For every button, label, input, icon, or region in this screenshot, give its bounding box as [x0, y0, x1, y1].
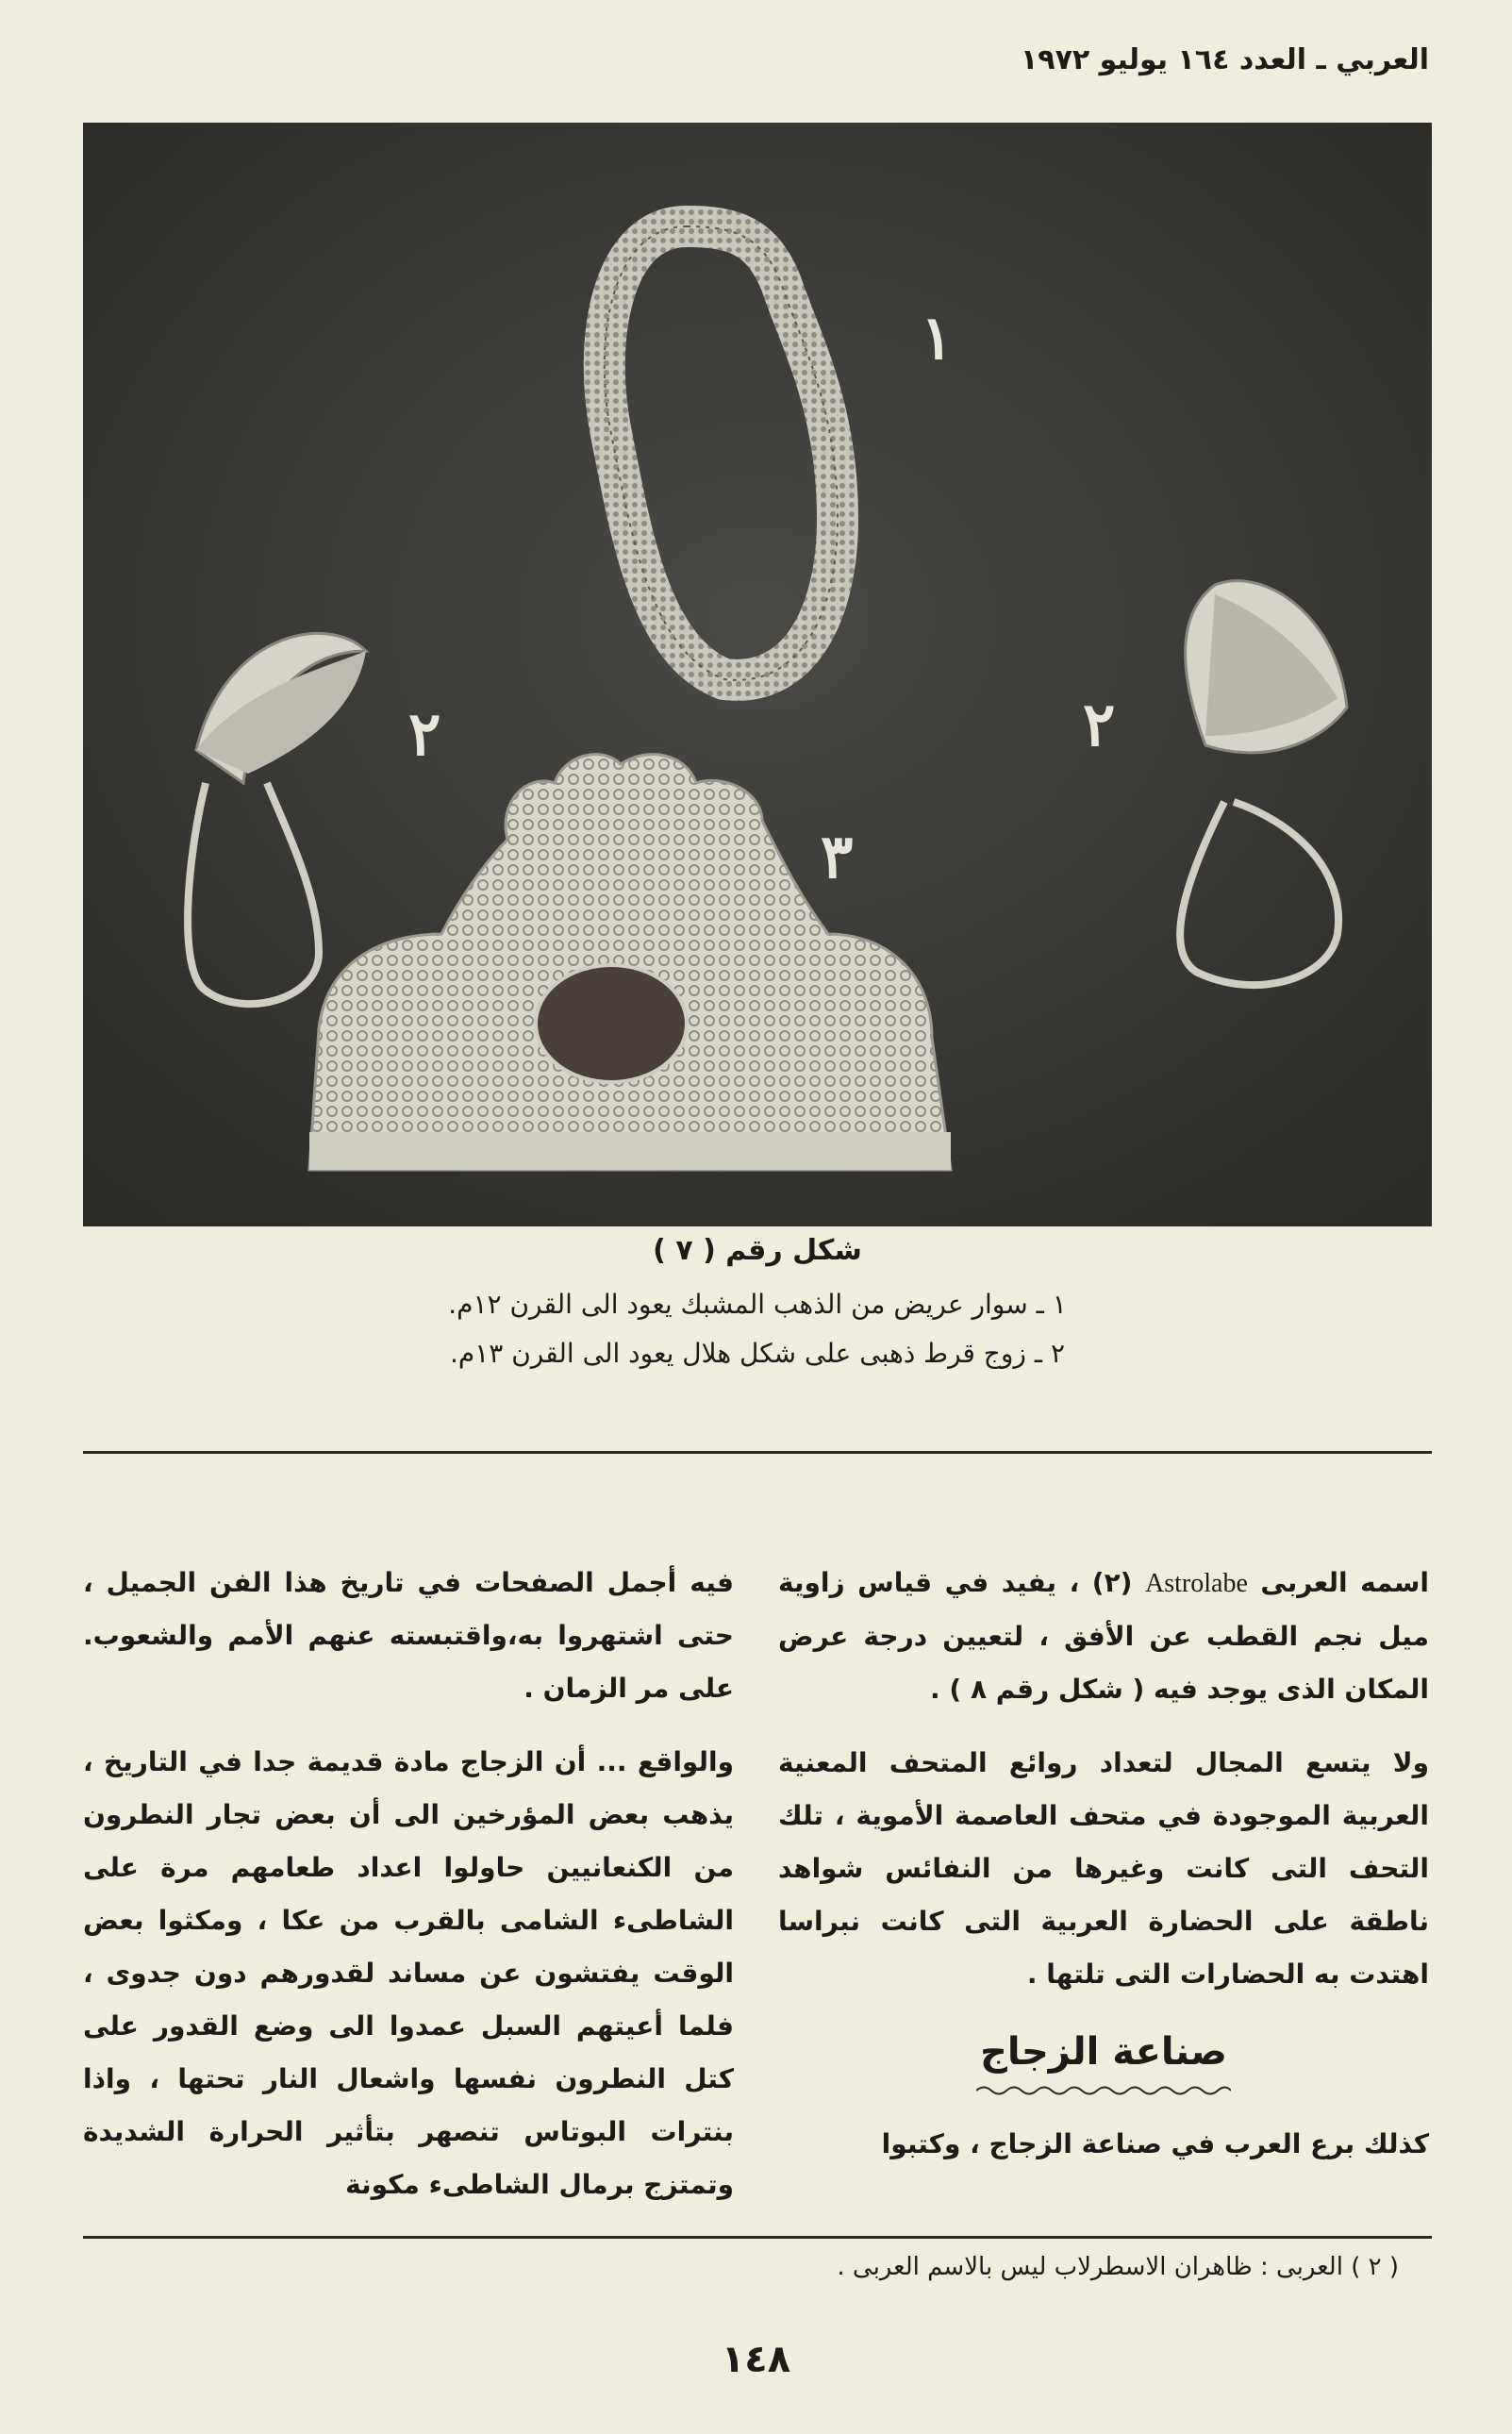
- jewelry-photograph: [83, 123, 1432, 1226]
- left-column: [83, 1557, 734, 2232]
- right-paragraph-2: ولا يتسع المجال لتعداد روائع المتحف المعنية العربية الموجودة في متحف العاصمة الأموية ، تلك التحف التى كانت وغيرها من النفائس شواهد ناطقة على الحضارة العربية التى كانت نبراسا اهتدت به الحضارات التى تلتها .: [778, 1747, 1429, 1990]
- left-paragraph-2: والواقع ... أن الزجاج مادة قديمة جدا في التاريخ ، يذهب بعض المؤرخين الى أن بعض تجار النطرون من الكنعانيين حاولوا اعداد طعامهم مرة على الشاطىء الشامى بالقرب من عكا ، ومكثوا بعض الوقت يفتشون عن مساند لقدورهم دون جدوى ، فلما أعيتهم السبل عمدوا الى وضع القدور على كتل النطرون نفسها واشعال النار تحتها ، واذا بنترات البوتاس تنصهر بتأثير الحرارة الشديدة وتمتزج برمال الشاطىء مكونة: [83, 1746, 734, 2200]
- page-number: ١٤٨: [721, 2338, 791, 2381]
- right-paragraph-3: كذلك برع العرب في صناعة الزجاج ، وكتبوا: [881, 2128, 1429, 2159]
- figure-caption-line-2: ٢ ـ زوج قرط ذهبى على شكل هلال يعود الى القرن ١٣م.: [450, 1338, 1065, 1369]
- right-paragraph-1-end: (٢) ، يفيد في قياس زاوية ميل نجم القطب عن الأفق ، لتعيين درجة عرض المكان الذى يوجد فيه ( شكل رقم ٨ ) .: [778, 1567, 1429, 1705]
- right-paragraph-1-start: اسمه العربى: [1260, 1567, 1430, 1598]
- figure-caption-title: شكل رقم ( ٧ ): [653, 1234, 862, 1267]
- footnote-divider: [83, 2236, 1432, 2239]
- figure-label-2-left: ٢: [408, 699, 441, 770]
- heading-underline: [976, 2084, 1231, 2097]
- right-paragraph-1: [778, 1557, 1429, 1716]
- running-header: العربي ـ العدد ١٦٤ يوليو ١٩٧٢: [1020, 43, 1429, 76]
- caption-divider: [83, 1451, 1432, 1454]
- figure-caption: [83, 1234, 1432, 1378]
- left-paragraph-1: فيه أجمل الصفحات في تاريخ هذا الفن الجميل ، حتى اشتهروا به،واقتبسته عنهم الأمم والشعوب. على مر الزمان .: [83, 1567, 734, 1704]
- section-heading: [778, 2026, 1429, 2097]
- astrolabe-term: Astrolabe: [1145, 1569, 1248, 1598]
- figure-label-3: ٣: [821, 822, 854, 892]
- section-heading-text: صناعة الزجاج: [980, 2030, 1227, 2074]
- right-column: [778, 1557, 1429, 2192]
- footnote: ( ٢ ) العربى : ظاهران الاسطرلاب ليس بالاسم العربى .: [837, 2253, 1399, 2281]
- figure-label-1: ١: [921, 303, 954, 374]
- figure-label-2-right: ٢: [1083, 690, 1116, 760]
- figure-caption-line-1: ١ ـ سوار عريض من الذهب المشبك يعود الى القرن ١٢م.: [448, 1289, 1067, 1320]
